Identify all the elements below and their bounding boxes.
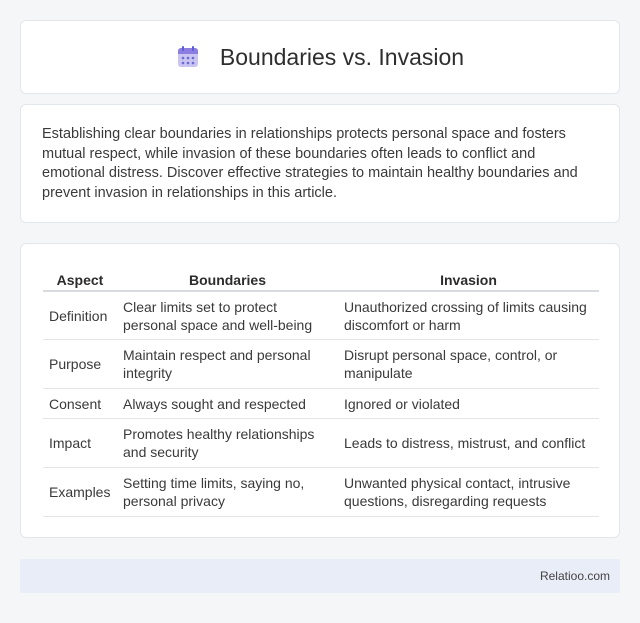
row-aspect: Consent bbox=[43, 389, 117, 419]
row-boundaries: Maintain respect and personal integrity bbox=[117, 340, 338, 389]
table-row bbox=[43, 340, 599, 389]
table-row bbox=[43, 419, 599, 468]
table-row bbox=[43, 292, 599, 340]
row-boundaries: Setting time limits, saying no, personal privacy bbox=[117, 468, 338, 517]
row-invasion: Leads to distress, mistrust, and conflict bbox=[338, 419, 599, 468]
title-row bbox=[176, 44, 464, 71]
intro-paragraph: Establishing clear boundaries in relationships protects personal space and fosters mutual respect, while invasion of these boundaries often leads to conflict and emotional distress. Discover effective strategies to maintain healthy boundaries and prevent invasion in relationships in this article. bbox=[42, 126, 578, 201]
calendar-icon bbox=[176, 45, 200, 69]
row-boundaries: Promotes healthy relationships and security bbox=[117, 419, 338, 468]
row-boundaries: Always sought and respected bbox=[117, 389, 338, 419]
row-invasion: Unauthorized crossing of limits causing discomfort or harm bbox=[338, 292, 599, 340]
footer-site-label: Relatioo.com bbox=[539, 569, 610, 583]
row-boundaries: Clear limits set to protect personal space and well-being bbox=[117, 292, 338, 340]
row-aspect: Definition bbox=[43, 292, 117, 340]
header-aspect: Aspect bbox=[43, 263, 117, 292]
table-row bbox=[43, 389, 599, 419]
footer-bar bbox=[20, 559, 620, 593]
intro-card bbox=[20, 104, 620, 223]
header-boundaries: Boundaries bbox=[117, 263, 338, 292]
title-card bbox=[20, 20, 620, 94]
page-title: Boundaries vs. Invasion bbox=[219, 43, 465, 70]
row-aspect: Purpose bbox=[43, 340, 117, 389]
row-aspect: Examples bbox=[43, 468, 117, 517]
row-invasion: Unwanted physical contact, intrusive questions, disregarding requests bbox=[338, 468, 599, 517]
header-invasion: Invasion bbox=[338, 263, 599, 292]
row-invasion: Ignored or violated bbox=[338, 389, 599, 419]
row-invasion: Disrupt personal space, control, or manipulate bbox=[338, 340, 599, 389]
comparison-card bbox=[20, 243, 620, 538]
row-aspect: Impact bbox=[43, 419, 117, 468]
comparison-table bbox=[43, 263, 599, 517]
table-header-row bbox=[43, 263, 599, 292]
table-row bbox=[43, 468, 599, 517]
